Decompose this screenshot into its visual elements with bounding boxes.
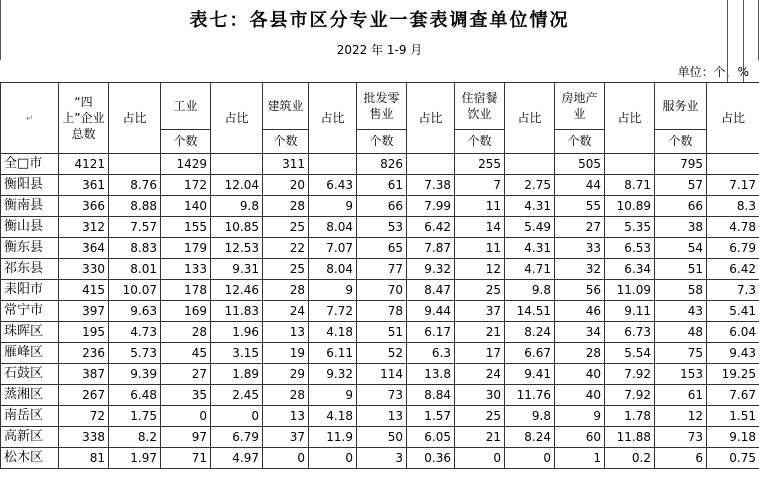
value-cell: 46 (555, 301, 605, 322)
value-cell: 6.04 (707, 322, 759, 343)
table-row (1, 238, 759, 259)
value-cell: 10.85 (211, 217, 263, 238)
value-cell: 0.2 (605, 448, 655, 469)
value-cell: 8.24 (505, 322, 555, 343)
value-cell: 0 (505, 448, 555, 469)
value-cell: 11.9 (309, 427, 357, 448)
value-cell: 8.01 (109, 259, 161, 280)
value-cell: 255 (455, 154, 505, 175)
grid-line (743, 0, 744, 82)
value-cell: 6.43 (309, 175, 357, 196)
header-count: 个数 (655, 129, 707, 153)
value-cell: 19 (263, 343, 309, 364)
value-cell (211, 154, 263, 175)
table-row (1, 427, 759, 448)
value-cell: 37 (455, 301, 505, 322)
value-cell: 13 (357, 406, 407, 427)
table-row (1, 406, 759, 427)
header-share: 占比 (505, 83, 555, 154)
value-cell: 9.32 (309, 364, 357, 385)
value-cell: 25 (263, 259, 309, 280)
value-cell: 77 (357, 259, 407, 280)
value-cell: 330 (59, 259, 109, 280)
value-cell: 4.71 (505, 259, 555, 280)
table-row (1, 259, 759, 280)
value-cell: 81 (59, 448, 109, 469)
value-cell: 172 (161, 175, 211, 196)
header-share: 占比 (605, 83, 655, 154)
value-cell: 10.07 (109, 280, 161, 301)
value-cell: 0 (211, 406, 263, 427)
value-cell: 195 (59, 322, 109, 343)
value-cell: 0 (309, 448, 357, 469)
header-wholesale: 批发零售业 (357, 83, 407, 130)
value-cell: 13.8 (407, 364, 455, 385)
value-cell: 236 (59, 343, 109, 364)
value-cell: 61 (357, 175, 407, 196)
table-row (1, 385, 759, 406)
value-cell: 22 (263, 238, 309, 259)
value-cell: 51 (655, 259, 707, 280)
value-cell (707, 154, 759, 175)
value-cell: 6.42 (707, 259, 759, 280)
value-cell: 7.3 (707, 280, 759, 301)
value-cell: 28 (161, 322, 211, 343)
value-cell: 13 (263, 322, 309, 343)
value-cell: 12.04 (211, 175, 263, 196)
value-cell: 6.48 (109, 385, 161, 406)
value-cell: 3 (357, 448, 407, 469)
value-cell: 56 (555, 280, 605, 301)
header-count: 个数 (357, 129, 407, 153)
value-cell: 6.73 (605, 322, 655, 343)
value-cell: 34 (555, 322, 605, 343)
value-cell: 54 (655, 238, 707, 259)
table-row (1, 280, 759, 301)
value-cell: 7.38 (407, 175, 455, 196)
value-cell: 78 (357, 301, 407, 322)
value-cell: 7.67 (707, 385, 759, 406)
report-period: 2022 年 1-9 月 (0, 38, 759, 60)
value-cell: 7.87 (407, 238, 455, 259)
value-cell: 9.63 (109, 301, 161, 322)
value-cell: 1.89 (211, 364, 263, 385)
value-cell: 8.04 (309, 259, 357, 280)
table-row (1, 175, 759, 196)
value-cell: 8.3 (707, 196, 759, 217)
value-cell: 9.8 (505, 280, 555, 301)
value-cell: 57 (655, 175, 707, 196)
value-cell: 4.18 (309, 322, 357, 343)
value-cell: 5.54 (605, 343, 655, 364)
value-cell: 6 (655, 448, 707, 469)
region-name-cell: 衡东县 (1, 238, 59, 259)
value-cell: 0 (161, 406, 211, 427)
value-cell: 9.41 (505, 364, 555, 385)
header-share: 占比 (109, 83, 161, 154)
value-cell: 9.32 (407, 259, 455, 280)
value-cell: 7.57 (109, 217, 161, 238)
value-cell: 48 (655, 322, 707, 343)
value-cell: 6.05 (407, 427, 455, 448)
value-cell: 415 (59, 280, 109, 301)
value-cell (309, 154, 357, 175)
value-cell (505, 154, 555, 175)
value-cell: 2.75 (505, 175, 555, 196)
value-cell: 1.75 (109, 406, 161, 427)
value-cell: 4.97 (211, 448, 263, 469)
value-cell: 6.3 (407, 343, 455, 364)
value-cell: 2.45 (211, 385, 263, 406)
value-cell: 70 (357, 280, 407, 301)
value-cell: 44 (555, 175, 605, 196)
value-cell: 6.17 (407, 322, 455, 343)
value-cell: 397 (59, 301, 109, 322)
value-cell: 826 (357, 154, 407, 175)
value-cell: 27 (161, 364, 211, 385)
unit-label: 单位：个，% (677, 64, 749, 79)
value-cell: 8.2 (109, 427, 161, 448)
value-cell: 361 (59, 175, 109, 196)
value-cell: 4121 (59, 154, 109, 175)
header-share: 占比 (211, 83, 263, 154)
value-cell: 12 (655, 406, 707, 427)
value-cell: 19.25 (707, 364, 759, 385)
value-cell: 43 (655, 301, 707, 322)
value-cell: 6.34 (605, 259, 655, 280)
value-cell: 6.67 (505, 343, 555, 364)
value-cell: 338 (59, 427, 109, 448)
value-cell: 7.17 (707, 175, 759, 196)
value-cell (605, 154, 655, 175)
header-total: “四上”企业总数 (59, 83, 109, 154)
value-cell: 27 (555, 217, 605, 238)
value-cell: 66 (357, 196, 407, 217)
value-cell: 24 (455, 364, 505, 385)
header-count: 个数 (555, 129, 605, 153)
value-cell: 40 (555, 364, 605, 385)
value-cell: 11 (455, 196, 505, 217)
value-cell: 4.78 (707, 217, 759, 238)
header-share: 占比 (309, 83, 357, 154)
value-cell: 61 (655, 385, 707, 406)
value-cell: 11 (455, 238, 505, 259)
value-cell: 5.49 (505, 217, 555, 238)
region-name-cell: 蒸湘区 (1, 385, 59, 406)
value-cell: 114 (357, 364, 407, 385)
value-cell: 5.41 (707, 301, 759, 322)
value-cell: 9 (555, 406, 605, 427)
value-cell: 52 (357, 343, 407, 364)
value-cell: 17 (455, 343, 505, 364)
value-cell: 13 (263, 406, 309, 427)
value-cell: 1.57 (407, 406, 455, 427)
value-cell: 505 (555, 154, 605, 175)
region-name-cell: 衡南县 (1, 196, 59, 217)
value-cell: 11.76 (505, 385, 555, 406)
value-cell: 14.51 (505, 301, 555, 322)
value-cell: 5.73 (109, 343, 161, 364)
value-cell: 311 (263, 154, 309, 175)
value-cell: 4.31 (505, 238, 555, 259)
region-name-cell: 全□市 (1, 154, 59, 175)
value-cell: 51 (357, 322, 407, 343)
value-cell: 7 (455, 175, 505, 196)
value-cell: 8.71 (605, 175, 655, 196)
value-cell: 5.35 (605, 217, 655, 238)
value-cell: 66 (655, 196, 707, 217)
value-cell: 267 (59, 385, 109, 406)
header-region: ↵ (1, 83, 59, 154)
table-row (1, 322, 759, 343)
value-cell: 58 (655, 280, 707, 301)
value-cell: 4.73 (109, 322, 161, 343)
value-cell: 55 (555, 196, 605, 217)
value-cell: 73 (655, 427, 707, 448)
table-title: 表七：各县市区分专业一套表调查单位情况 (0, 0, 759, 38)
value-cell: 21 (455, 427, 505, 448)
value-cell: 366 (59, 196, 109, 217)
value-cell: 14 (455, 217, 505, 238)
header-share: 占比 (707, 83, 759, 154)
value-cell: 0 (455, 448, 505, 469)
value-cell: 9 (309, 385, 357, 406)
value-cell: 8.47 (407, 280, 455, 301)
table-row (1, 196, 759, 217)
value-cell: 8.76 (109, 175, 161, 196)
header-industry: 工业 (161, 83, 211, 130)
region-name-cell: 南岳区 (1, 406, 59, 427)
value-cell: 6.11 (309, 343, 357, 364)
value-cell: 20 (263, 175, 309, 196)
value-cell: 9.8 (505, 406, 555, 427)
value-cell: 28 (263, 385, 309, 406)
value-cell: 33 (555, 238, 605, 259)
table-row (1, 448, 759, 469)
value-cell: 7.07 (309, 238, 357, 259)
value-cell: 8.84 (407, 385, 455, 406)
value-cell: 0.75 (707, 448, 759, 469)
value-cell: 133 (161, 259, 211, 280)
header-count: 个数 (263, 129, 309, 153)
header-count: 个数 (161, 129, 211, 153)
region-name-cell: 松木区 (1, 448, 59, 469)
value-cell: 6.79 (707, 238, 759, 259)
region-name-cell: 衡阳县 (1, 175, 59, 196)
value-cell: 60 (555, 427, 605, 448)
value-cell: 3.15 (211, 343, 263, 364)
value-cell: 0.36 (407, 448, 455, 469)
value-cell: 53 (357, 217, 407, 238)
value-cell: 9.44 (407, 301, 455, 322)
value-cell: 6.79 (211, 427, 263, 448)
value-cell: 12.46 (211, 280, 263, 301)
value-cell: 169 (161, 301, 211, 322)
value-cell: 28 (555, 343, 605, 364)
table-row (1, 217, 759, 238)
value-cell: 71 (161, 448, 211, 469)
value-cell (407, 154, 455, 175)
header-share: 占比 (407, 83, 455, 154)
value-cell: 28 (263, 196, 309, 217)
header-row (1, 83, 759, 130)
value-cell: 9.18 (707, 427, 759, 448)
value-cell: 178 (161, 280, 211, 301)
value-cell: 97 (161, 427, 211, 448)
value-cell: 8.88 (109, 196, 161, 217)
value-cell: 1.97 (109, 448, 161, 469)
value-cell: 25 (263, 217, 309, 238)
header-construction: 建筑业 (263, 83, 309, 130)
value-cell: 4.18 (309, 406, 357, 427)
value-cell: 155 (161, 217, 211, 238)
value-cell: 7.92 (605, 385, 655, 406)
region-name-cell: 耒阳市 (1, 280, 59, 301)
region-name-cell: 珠晖区 (1, 322, 59, 343)
grid-line (727, 0, 728, 82)
value-cell: 73 (357, 385, 407, 406)
value-cell: 387 (59, 364, 109, 385)
data-table (0, 82, 759, 469)
value-cell: 7.99 (407, 196, 455, 217)
value-cell: 35 (161, 385, 211, 406)
value-cell: 153 (655, 364, 707, 385)
header-lodging: 住宿餐饮业 (455, 83, 505, 130)
region-name-cell: 雁峰区 (1, 343, 59, 364)
value-cell: 75 (655, 343, 707, 364)
value-cell: 8.83 (109, 238, 161, 259)
value-cell: 9.11 (605, 301, 655, 322)
value-cell: 1.51 (707, 406, 759, 427)
value-cell: 30 (455, 385, 505, 406)
header-services: 服务业 (655, 83, 707, 130)
value-cell: 140 (161, 196, 211, 217)
value-cell: 795 (655, 154, 707, 175)
region-name-cell: 祁东县 (1, 259, 59, 280)
value-cell: 0 (263, 448, 309, 469)
value-cell: 9.39 (109, 364, 161, 385)
value-cell: 11.09 (605, 280, 655, 301)
value-cell: 6.42 (407, 217, 455, 238)
value-cell: 1.78 (605, 406, 655, 427)
value-cell: 32 (555, 259, 605, 280)
value-cell: 24 (263, 301, 309, 322)
value-cell: 9 (309, 280, 357, 301)
value-cell: 1.96 (211, 322, 263, 343)
value-cell: 179 (161, 238, 211, 259)
value-cell: 364 (59, 238, 109, 259)
value-cell: 38 (655, 217, 707, 238)
value-cell: 10.89 (605, 196, 655, 217)
value-cell: 37 (263, 427, 309, 448)
header-count: 个数 (455, 129, 505, 153)
value-cell: 21 (455, 322, 505, 343)
value-cell: 7.92 (605, 364, 655, 385)
value-cell: 1429 (161, 154, 211, 175)
value-cell: 9.43 (707, 343, 759, 364)
region-name-cell: 高新区 (1, 427, 59, 448)
value-cell: 4.31 (505, 196, 555, 217)
header-realestate: 房地产业 (555, 83, 605, 130)
value-cell: 45 (161, 343, 211, 364)
table-row (1, 154, 759, 175)
value-cell: 9.31 (211, 259, 263, 280)
value-cell (109, 154, 161, 175)
value-cell: 72 (59, 406, 109, 427)
region-name-cell: 石鼓区 (1, 364, 59, 385)
table-row (1, 364, 759, 385)
value-cell: 25 (455, 406, 505, 427)
value-cell: 8.24 (505, 427, 555, 448)
value-cell: 65 (357, 238, 407, 259)
value-cell: 1 (555, 448, 605, 469)
value-cell: 12.53 (211, 238, 263, 259)
table-row (1, 343, 759, 364)
value-cell: 9.8 (211, 196, 263, 217)
value-cell: 40 (555, 385, 605, 406)
region-name-cell: 衡山县 (1, 217, 59, 238)
region-name-cell: 常宁市 (1, 301, 59, 322)
value-cell: 25 (455, 280, 505, 301)
value-cell: 29 (263, 364, 309, 385)
value-cell: 7.72 (309, 301, 357, 322)
value-cell: 28 (263, 280, 309, 301)
value-cell: 312 (59, 217, 109, 238)
table-row (1, 301, 759, 322)
value-cell: 11.88 (605, 427, 655, 448)
value-cell: 8.04 (309, 217, 357, 238)
value-cell: 12 (455, 259, 505, 280)
value-cell: 9 (309, 196, 357, 217)
value-cell: 6.53 (605, 238, 655, 259)
value-cell: 11.83 (211, 301, 263, 322)
value-cell: 50 (357, 427, 407, 448)
